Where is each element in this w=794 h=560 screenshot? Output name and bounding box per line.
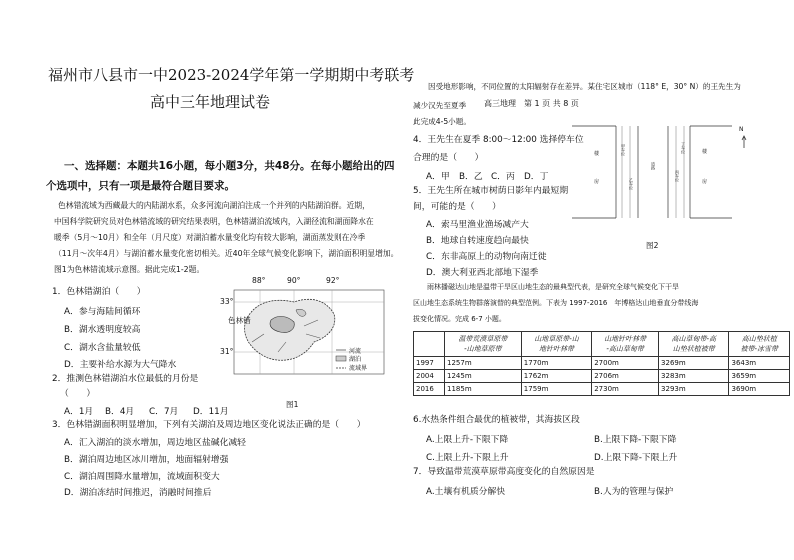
passage-line: 色林错流域为西藏最大的内陆湖水系，众多河流向湖泊注成一个并列的内陆湖泊群。近期，: [58, 201, 370, 210]
q4-option-b[interactable]: B．乙: [459, 172, 483, 182]
passage-line: 拔变化情况。完成 6-7 小题。: [413, 315, 506, 323]
q2-option-a[interactable]: A．1月: [64, 407, 94, 417]
table-header-cell: 山地针叶林带 -高山草甸带: [592, 332, 659, 357]
section-heading-cont: 个选项中，只有一项是最符合题目要求。: [46, 180, 235, 192]
table-cell: 2706m: [592, 370, 659, 383]
question-6-stem: 6.水热条件组合最优的植被带，其海拔区段: [413, 415, 580, 425]
table-header-row: [414, 332, 790, 357]
table-cell: 2730m: [592, 383, 659, 396]
passage-line: （11月～次年4月）与湖泊蓄水量变化密切相关。近40年全球气候变化影响下，湖泊面积明显增加。: [54, 249, 399, 258]
map-figure-2: [568, 122, 768, 222]
q4-option-a[interactable]: A．甲: [426, 172, 450, 182]
table-cell: 3269m: [659, 357, 729, 370]
passage-1: [54, 198, 399, 278]
table-header-cell: 高山垫状植 被带-冰雪带: [729, 332, 790, 357]
table-header-cell: 温带荒漠草原带 -山地草原带: [445, 332, 522, 357]
table-header-cell: [414, 332, 445, 357]
watershed-map: [216, 280, 396, 380]
q1-option-a[interactable]: A．参与海陆间循环: [64, 307, 141, 317]
q6-option-d[interactable]: D.上限下降-下限上升: [594, 453, 678, 463]
figure-1-caption: 图1: [286, 400, 299, 409]
table-cell: 1185m: [445, 383, 522, 396]
q2-answer-blank: （ ）: [60, 389, 96, 399]
table-cell: 1245m: [445, 370, 522, 383]
map-figure-1: [216, 276, 396, 380]
q7-option-a[interactable]: A.土壤有机质分解快: [426, 487, 506, 497]
q1-option-c[interactable]: C．湖水含盐量较低: [64, 343, 141, 353]
passage-line: 暖季（5月～10月）和全年（月尺度）对湖泊蓄水量变化均有较大影响，湖面蒸发则在冷季: [54, 233, 366, 242]
table-cell: 3293m: [659, 383, 729, 396]
legend-river: 河流: [349, 348, 362, 355]
figure-2-caption: 图2: [646, 241, 659, 250]
right-intro-line-2: 减少汉先至夏季: [413, 101, 467, 110]
q5-option-c[interactable]: C．东非高原上的动物向南迁徙: [426, 252, 547, 262]
table-header-cell: 山地草原带-山 地针叶林带: [521, 332, 591, 357]
q6-option-c[interactable]: C.上限上升-下限上升: [426, 453, 509, 463]
table-row: [414, 370, 790, 383]
q4-option-d[interactable]: D．丁: [524, 172, 549, 182]
table-cell: 3659m: [729, 370, 790, 383]
table-row: [414, 357, 790, 370]
table-cell: 1770m: [521, 357, 591, 370]
parking-spot-bing: 丙车位: [675, 170, 680, 182]
passage-line: 中国科学院研究员对色林错流域的研究结果表明，色林错湖泊流域内，入湖径流和湖面降水在: [54, 217, 374, 226]
q3-option-b[interactable]: B．湖泊周边地区冰川增加，地面辐射增强: [64, 455, 229, 465]
passage-line: 图1为色林错流域示意图。据此完成1-2题。: [54, 265, 205, 274]
table-header-cell: 高山草甸带-高 山垫状植被带: [659, 332, 729, 357]
question-2-stem: 2．推测色林错湖泊水位最低的月份是: [52, 374, 199, 384]
table-cell: 2004: [414, 370, 445, 383]
legend-lake: 湖泊: [349, 356, 362, 363]
table-cell: 1762m: [521, 370, 591, 383]
q2-option-b[interactable]: B．4月: [105, 407, 135, 417]
question-3-stem: 3．色林错湖面积明显增加，下列有关湖泊及周边地区变化说法正确的是（ ）: [52, 420, 366, 430]
question-4-stem-cont: 合理的是（ ）: [413, 153, 484, 163]
page-number: 高三地理 第 1 页 共 8 页: [484, 99, 579, 108]
q2-option-c[interactable]: C．7月: [149, 407, 179, 417]
building-east-label-2: 房: [702, 179, 708, 185]
passage-line: 雨林播磁达山地是温带干旱区山地生态的最典型代表，是研究全球气候变化下干旱: [413, 283, 679, 291]
q1-option-b[interactable]: B．湖水透明度较高: [64, 325, 141, 335]
parking-spot-yi: 乙车位: [629, 178, 634, 190]
q5-option-b[interactable]: B．地球自转速度趋向最快: [426, 236, 529, 246]
table-cell: 3283m: [659, 370, 729, 383]
table-cell: 3643m: [729, 357, 790, 370]
q4-option-c[interactable]: C．丙: [491, 172, 515, 182]
q2-option-d[interactable]: D．11月: [193, 407, 229, 417]
road-label: 道路: [651, 162, 656, 170]
table-cell: 1997: [414, 357, 445, 370]
q3-option-a[interactable]: A．汇入湖泊的淡水增加，周边地区盐碱化减轻: [64, 438, 246, 448]
q6-option-b[interactable]: B.上限下降-下限下降: [594, 435, 677, 445]
table-cell: 1759m: [521, 383, 591, 396]
parking-spot-jia: 甲车位: [621, 144, 626, 156]
elevation-table: [413, 331, 790, 396]
exam-subtitle: 高中三年地理试卷: [150, 93, 271, 111]
table-row: [414, 383, 790, 396]
q1-option-d[interactable]: D．主要补给水源为大气降水: [64, 360, 177, 370]
building-west-label-2: 房: [594, 179, 600, 185]
building-east-label-1: 楼: [702, 149, 708, 155]
passage-line: 区山地生态系统生物群落演替的典型范例。下表为 1997-2016 年博格达山地垂直分带线海: [413, 299, 699, 307]
right-intro-line-3: 此完成4-5小题。: [413, 117, 471, 126]
question-7-stem: 7．导致温带荒漠草原带高度变化的自然原因是: [413, 467, 595, 477]
exam-title: 福州市八县市一中2023-2024学年第一学期期中考联考: [48, 66, 415, 84]
parking-spot-ding: 丁车位: [681, 142, 686, 154]
table-cell: 3690m: [729, 383, 790, 396]
right-intro-line-1: 因受地形影响，不同位置的太阳辐射存在差异。某住宅区城市（118° E，30° N）的王先生为: [428, 82, 741, 91]
lake-label: 色林错: [228, 316, 251, 325]
question-1-stem: 1．色林错湖泊（ ）: [52, 287, 146, 297]
section-heading: 一、选择题：本题共16小题，每小题3分，共48分。在每小题给出的四: [64, 160, 395, 172]
question-5-stem: 5．王先生所在城市树荫日影年内最短期: [413, 186, 569, 196]
table-cell: 2016: [414, 383, 445, 396]
lat-label-31: 31°: [220, 347, 234, 356]
q6-option-a[interactable]: A.上限上升-下限下降: [426, 435, 509, 445]
q7-option-b[interactable]: B.人为的管理与保护: [594, 487, 674, 497]
table-cell: 1257m: [445, 357, 522, 370]
building-west-label-1: 楼: [594, 151, 600, 157]
lon-label-90: 90°: [287, 276, 301, 285]
passage-2: [413, 279, 698, 327]
lon-label-92: 92°: [326, 276, 340, 285]
parking-diagram: [568, 122, 768, 222]
legend-boundary: 流域界: [349, 365, 368, 372]
lon-label-88: 88°: [252, 276, 266, 285]
question-4-stem: 4．王先生在夏季 8:00～12:00 选择停车位: [413, 135, 584, 145]
question-5-stem-cont: 间，可能的是（ ）: [413, 202, 501, 212]
lat-label-33: 33°: [220, 297, 234, 306]
q3-option-c[interactable]: C．湖泊周围降水量增加，流域面积变大: [64, 472, 220, 482]
table-cell: 2700m: [592, 357, 659, 370]
q3-option-d[interactable]: D．湖泊冻结时间推迟，消融时间推后: [64, 488, 212, 498]
north-arrow-label: N: [739, 126, 744, 133]
q5-option-d[interactable]: D．澳大利亚西北部地下湿季: [426, 268, 539, 278]
q5-option-a[interactable]: A．索马里渔业渔场减产大: [426, 220, 529, 230]
